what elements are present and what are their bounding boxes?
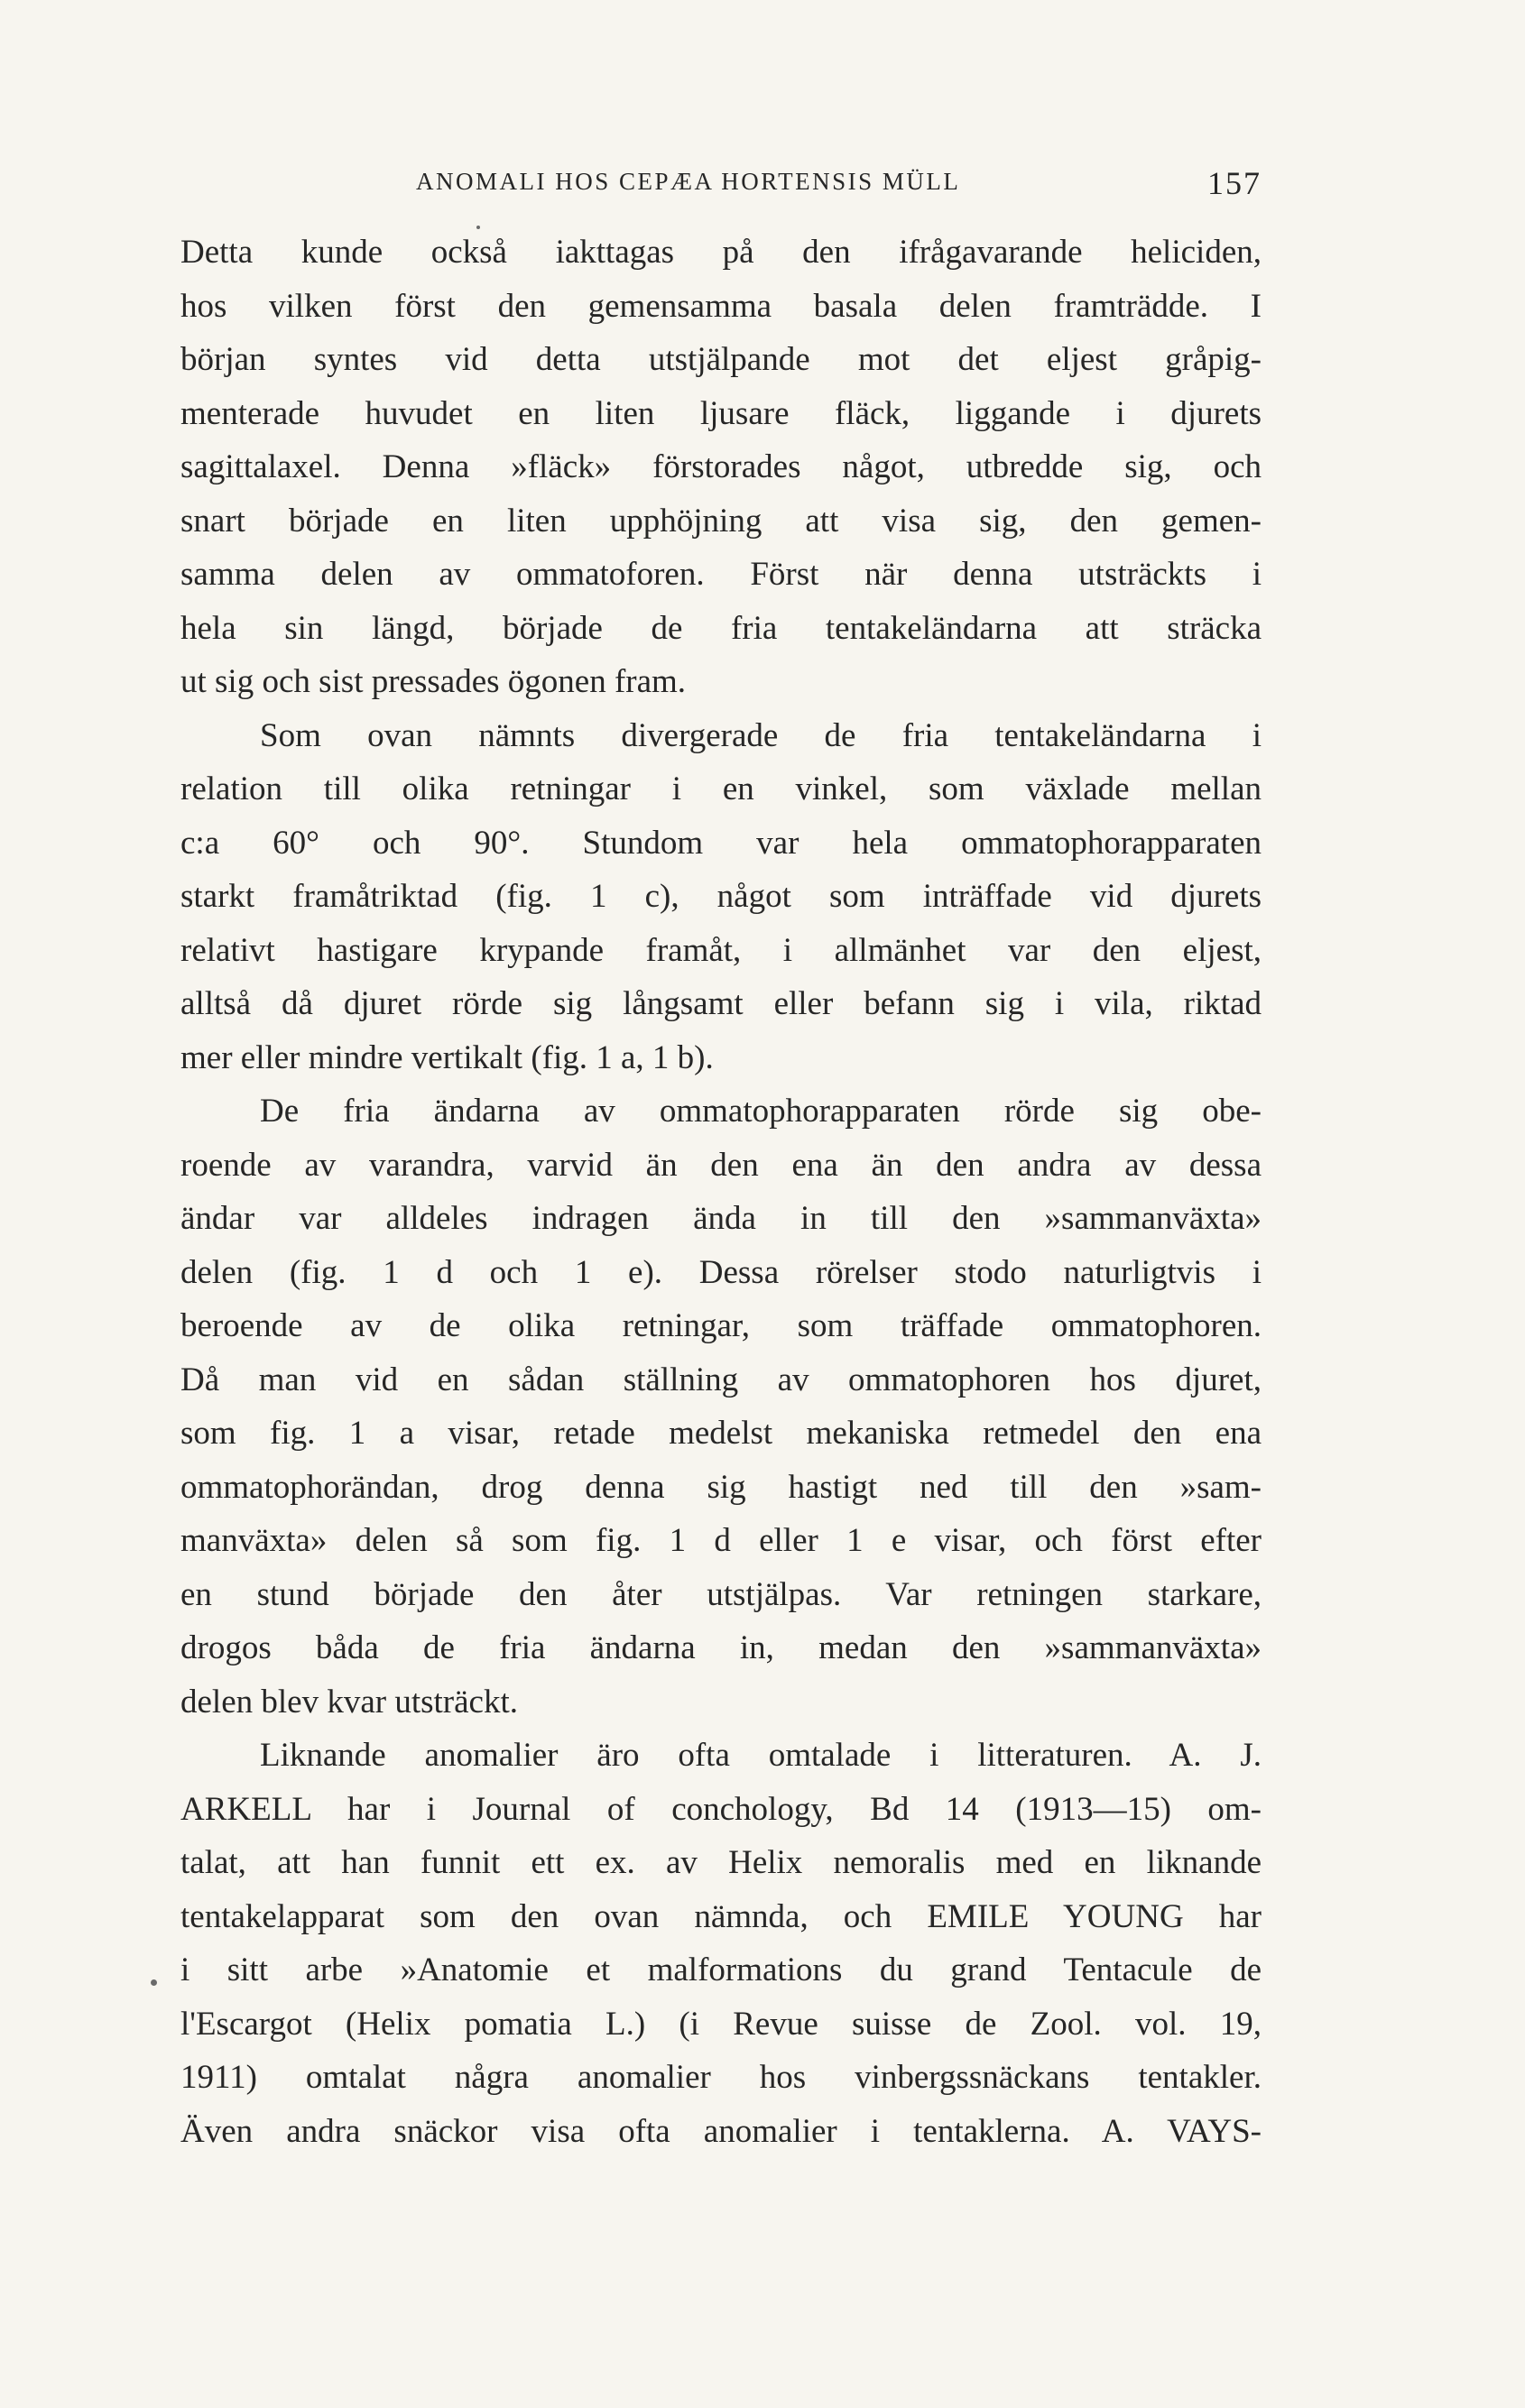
text-line: Detta kunde också iakttagas på den ifrågavarande heliciden, xyxy=(180,234,1262,271)
text-line: Då man vid en sådan ställning av ommatophoren hos djuret, xyxy=(180,1361,1262,1398)
text-line: snart började en liten upphöjning att visa sig, den gemen- xyxy=(180,502,1262,540)
text-line: en stund började den åter utstjälpas. Var retningen starkare, xyxy=(180,1575,1262,1613)
text-line: ommatophorändan, drog denna sig hastigt ned till den »sam- xyxy=(180,1468,1262,1506)
text-line: Liknande anomalier äro ofta omtalade i litteraturen. A. J. xyxy=(260,1737,1262,1774)
text-line: drogos båda de fria ändarna in, medan den »sammanväxta» xyxy=(180,1629,1262,1666)
text-line: Även andra snäckor visa ofta anomalier i tentaklerna. A. VAYS- xyxy=(180,2112,1262,2150)
text-line: l'Escargot (Helix pomatia L.) (i Revue suisse de Zool. vol. 19, xyxy=(180,2005,1262,2043)
text-line: relation till olika retningar i en vinkel, som växlade mellan xyxy=(180,770,1262,807)
text-line: hela sin längd, började de fria tentakeländarna att sträcka xyxy=(180,609,1262,647)
text-line: relativt hastigare krypande framåt, i allmänhet var den eljest, xyxy=(180,931,1262,969)
text-line: hos vilken först den gemensamma basala delen framträdde. I xyxy=(180,287,1262,325)
text-line: roende av varandra, varvid än den ena än den andra av dessa xyxy=(180,1146,1262,1184)
text-line: menterade huvudet en liten ljusare fläck, liggande i djurets xyxy=(180,394,1262,432)
text-line: beroende av de olika retningar, som träffade ommatophoren. xyxy=(180,1307,1262,1344)
text-line: början syntes vid detta utstjälpande mot det eljest gråpig- xyxy=(180,341,1262,378)
text-line: manväxta» delen så som fig. 1 d eller 1 e visar, och först efter xyxy=(180,1522,1262,1559)
text-line: ARKELL har i Journal of conchology, Bd 14 (1913—15) om- xyxy=(180,1790,1262,1828)
running-title: ANOMALI HOS CEPÆA HORTENSIS MÜLL xyxy=(416,168,961,195)
text-line: i sitt arbe »Anatomie et malformations du grand Tentacule de xyxy=(180,1951,1262,1988)
ink-speck xyxy=(151,1979,157,1986)
text-line: som fig. 1 a visar, retade medelst mekaniska retmedel den ena xyxy=(180,1415,1262,1452)
text-line: c:a 60° och 90°. Stundom var hela ommatophorapparaten xyxy=(180,824,1262,862)
text-line: talat, att han funnit ett ex. av Helix nemoralis med en liknande xyxy=(180,1844,1262,1881)
body-text xyxy=(180,226,1262,2158)
text-line: ut sig och sist pressades ögonen fram. xyxy=(180,663,687,700)
text-line: delen (fig. 1 d och 1 e). Dessa rörelser stodo naturligtvis i xyxy=(180,1253,1262,1291)
text-line: delen blev kvar utsträckt. xyxy=(180,1683,518,1721)
text-line: tentakelapparat som den ovan nämnda, och EMILE YOUNG har xyxy=(180,1897,1262,1935)
text-line: De fria ändarna av ommatophorapparaten rörde sig obe- xyxy=(260,1093,1262,1130)
text-line: sagittalaxel. Denna »fläck» förstorades något, utbredde sig, och xyxy=(180,448,1262,485)
text-line: alltså då djuret rörde sig långsamt eller befann sig i vila, riktad xyxy=(180,985,1262,1022)
text-line: samma delen av ommatoforen. Först när denna utsträckts i xyxy=(180,556,1262,593)
page-number: 157 xyxy=(1207,165,1262,201)
ink-speck xyxy=(476,226,480,229)
text-line: Som ovan nämnts divergerade de fria tentakeländarna i xyxy=(260,716,1262,754)
text-line: starkt framåtriktad (fig. 1 c), något som inträffade vid djurets xyxy=(180,878,1262,915)
text-line: mer eller mindre vertikalt (fig. 1 a, 1 b). xyxy=(180,1038,714,1076)
text-line: 1911) omtalat några anomalier hos vinbergssnäckans tentakler. xyxy=(180,2059,1262,2096)
text-line: ändar var alldeles indragen ända in till den »sammanväxta» xyxy=(180,1200,1262,1237)
running-head xyxy=(180,161,1262,206)
